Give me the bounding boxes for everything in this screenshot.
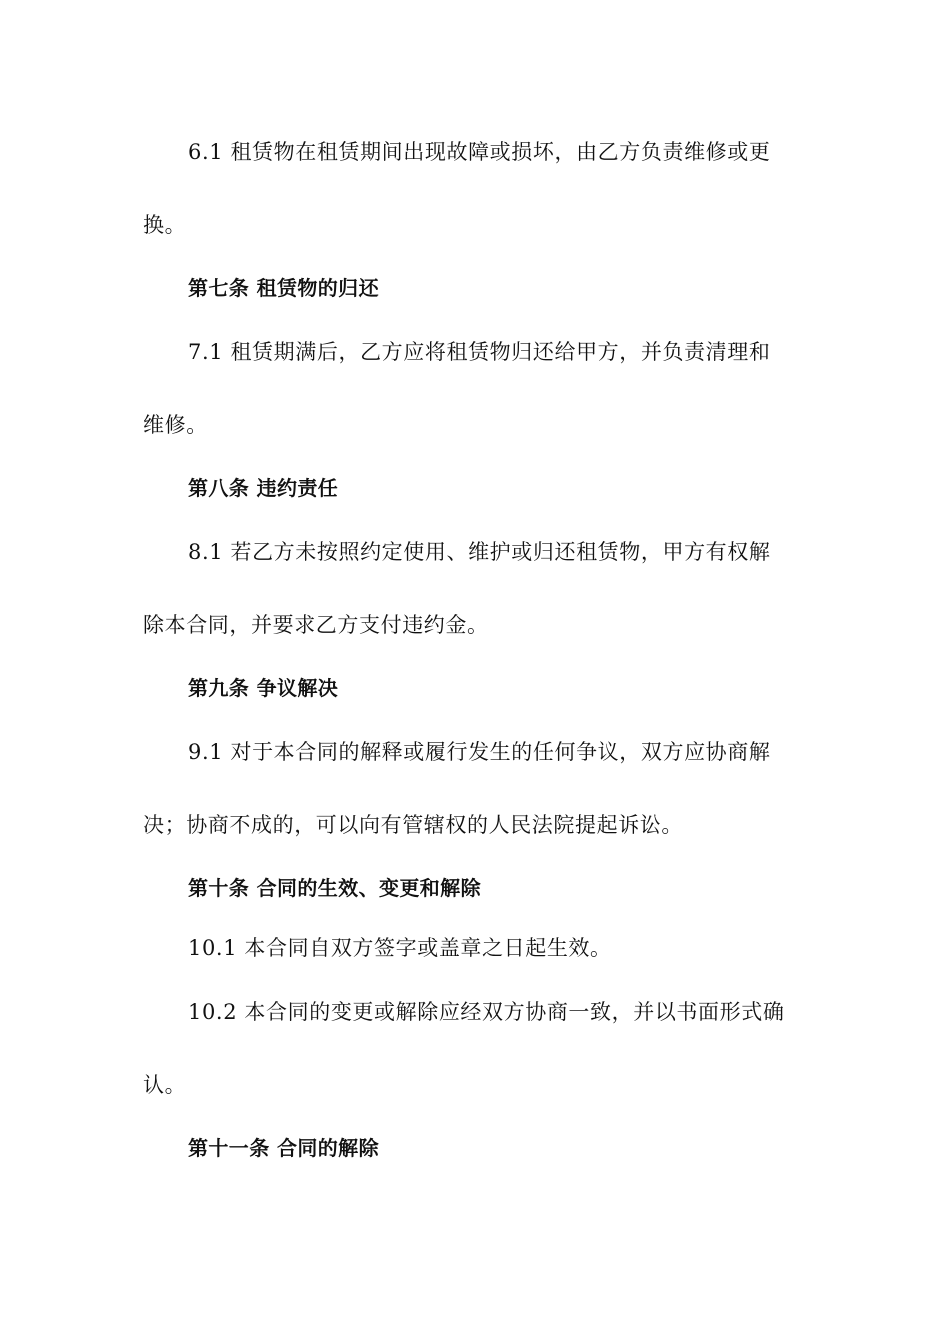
clause-8-1-line-2: 除本合同，并要求乙方支付违约金。 <box>143 613 489 637</box>
article-10-heading: 第十条 合同的生效、变更和解除 <box>188 876 481 900</box>
article-8-heading: 第八条 违约责任 <box>188 476 339 500</box>
clause-7-1-line-1: 7.1 租赁期满后，乙方应将租赁物归还给甲方，并负责清理和 <box>188 340 771 364</box>
article-7-heading: 第七条 租赁物的归还 <box>188 276 379 300</box>
clause-6-1-line-2: 换。 <box>143 213 187 237</box>
clause-6-1-line-1: 6.1 租赁物在租赁期间出现故障或损坏，由乙方负责维修或更 <box>188 140 771 164</box>
clause-9-1-line-1: 9.1 对于本合同的解释或履行发生的任何争议，双方应协商解 <box>188 740 771 764</box>
article-9-heading: 第九条 争议解决 <box>188 676 339 700</box>
clause-9-1-line-2: 决；协商不成的，可以向有管辖权的人民法院提起诉讼。 <box>143 813 683 837</box>
clause-8-1-line-1: 8.1 若乙方未按照约定使用、维护或归还租赁物，甲方有权解 <box>188 540 771 564</box>
clause-10-1: 10.1 本合同自双方签字或盖章之日起生效。 <box>188 936 612 960</box>
clause-10-2-line-2: 认。 <box>143 1073 187 1097</box>
article-11-heading: 第十一条 合同的解除 <box>188 1136 379 1160</box>
clause-10-2-line-1: 10.2 本合同的变更或解除应经双方协商一致，并以书面形式确 <box>188 1000 785 1024</box>
clause-7-1-line-2: 维修。 <box>143 413 208 437</box>
